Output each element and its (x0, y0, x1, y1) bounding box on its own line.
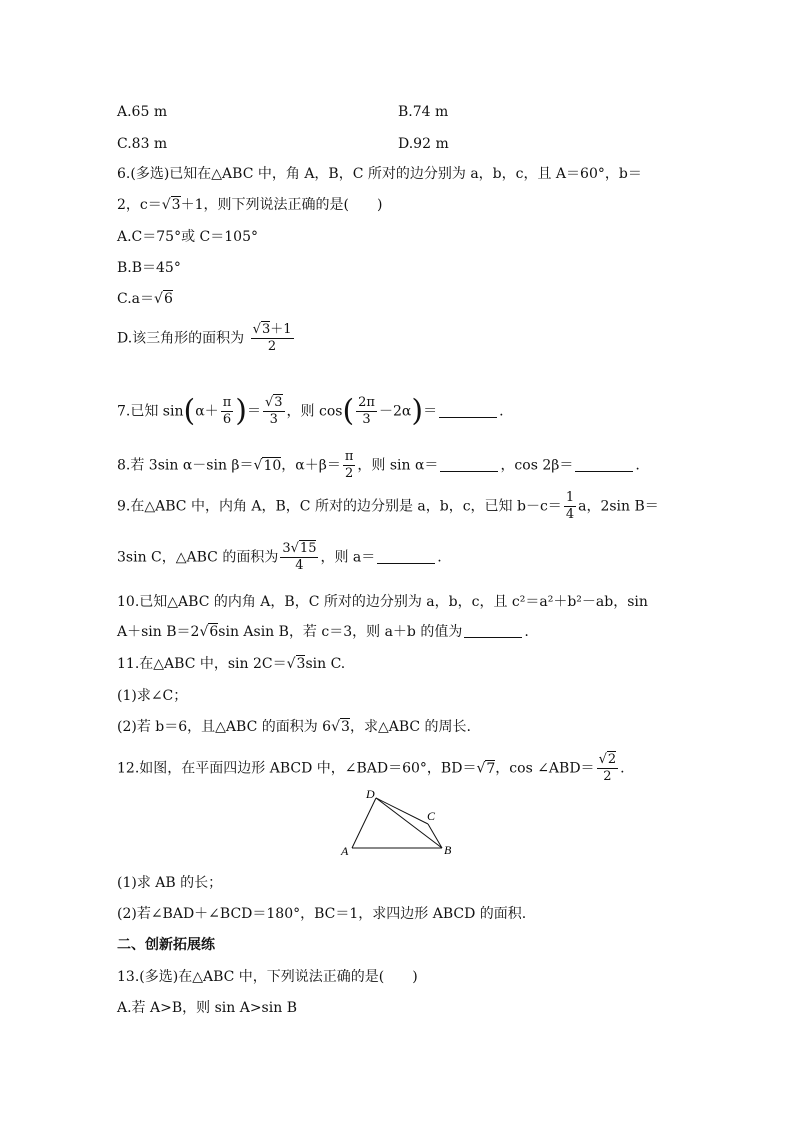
q12-part1: (1)求 AB 的长； (117, 875, 223, 891)
edge-cb (428, 824, 442, 848)
q5-option-d: D.92 m (398, 136, 449, 152)
q7-answer-blank[interactable] (439, 403, 497, 418)
quadrilateral-figure (336, 785, 466, 860)
q12-part2: (2)若∠BAD＋∠BCD＝180°，BC＝1，求四边形 ABCD 的面积. (117, 906, 527, 922)
q5-option-b: B.74 m (398, 104, 449, 120)
label-d: D (366, 787, 375, 801)
q6-stem-line2: 2，c＝√3＋1，则下列说法正确的是( ) (117, 197, 383, 213)
edge-ad (352, 798, 376, 848)
q11-part2: (2)若 b＝6，且△ABC 的面积为 6√3，求△ABC 的周长. (117, 719, 471, 735)
q9-stem-line2: 3sin C，△ABC 的面积为 $\frac{3√15}{4}$ ，则 a＝ . (117, 541, 442, 573)
q11-part1: (1)求∠C； (117, 688, 188, 704)
q5-option-a: A.65 m (117, 104, 168, 120)
label-a: A (341, 844, 349, 858)
q5-option-c: C.83 m (117, 136, 168, 152)
q9-answer-blank[interactable] (377, 549, 435, 564)
label-b: B (444, 843, 452, 857)
q13-stem: 13.(多选)在△ABC 中，下列说法正确的是( ) (117, 969, 418, 985)
q8-stem: 8.若 3sin α－sin β＝√10，α＋β＝ $\frac{\pi}{2}$ ，则 sin α＝ ，cos 2β＝ . (117, 449, 640, 481)
q6-option-b: B.B＝45° (117, 260, 181, 276)
q10-answer-blank[interactable] (464, 623, 522, 638)
q6-stem-line1: 6.(多选)已知在△ABC 中，角 A，B，C 所对的边分别为 a，b，c，且 A＝60°，b＝ (117, 166, 642, 182)
q6-option-c: C.a＝√6 (117, 291, 173, 307)
edge-dc (376, 798, 428, 824)
q6-option-a: A.C＝75°或 C＝105° (117, 229, 258, 245)
q11-stem: 11.在△ABC 中，sin 2C＝√3sin C. (117, 656, 346, 672)
q10-stem-line2: A＋sin B＝2√6sin Asin B，若 c＝3，则 a＋b 的值为 . (117, 624, 529, 640)
diagonal-db (376, 798, 442, 848)
q12-stem: 12.如图，在平面四边形 ABCD 中，∠BAD＝60°，BD＝√7，cos ∠ABD＝ $\frac{√2}{2}$ . (117, 752, 625, 784)
q6-area-fraction: $\frac{√3+1}{2}$ (252, 322, 292, 354)
q13-option-a: A.若 A>B，则 sin A>sin B (117, 1000, 297, 1016)
q7-stem: 7.已知 sin(α＋ $\frac{\pi}{6}$ )＝ $\frac{√3}{3}$ ，则 cos( $\frac{2\pi}{3}$ －2α)＝ . (117, 393, 504, 429)
q6-option-d: D.该三角形的面积为 $\frac{√3+1}{2}$ (117, 322, 292, 354)
label-c: C (427, 809, 436, 823)
q9-stem-line1: 9.在△ABC 中，内角 A，B，C 所对的边分别是 a，b，c，已知 b－c＝ $\frac{1}{4}$ a，2sin B＝ (117, 490, 659, 522)
q8-answer-blank-1[interactable] (440, 457, 498, 472)
q8-answer-blank-2[interactable] (575, 457, 633, 472)
q10-stem-line1: 10.已知△ABC 的内角 A，B，C 所对的边分别为 a，b，c，且 c²＝a²＋b²－ab，sin (117, 594, 648, 610)
section-heading: 二、创新拓展练 (117, 937, 215, 953)
